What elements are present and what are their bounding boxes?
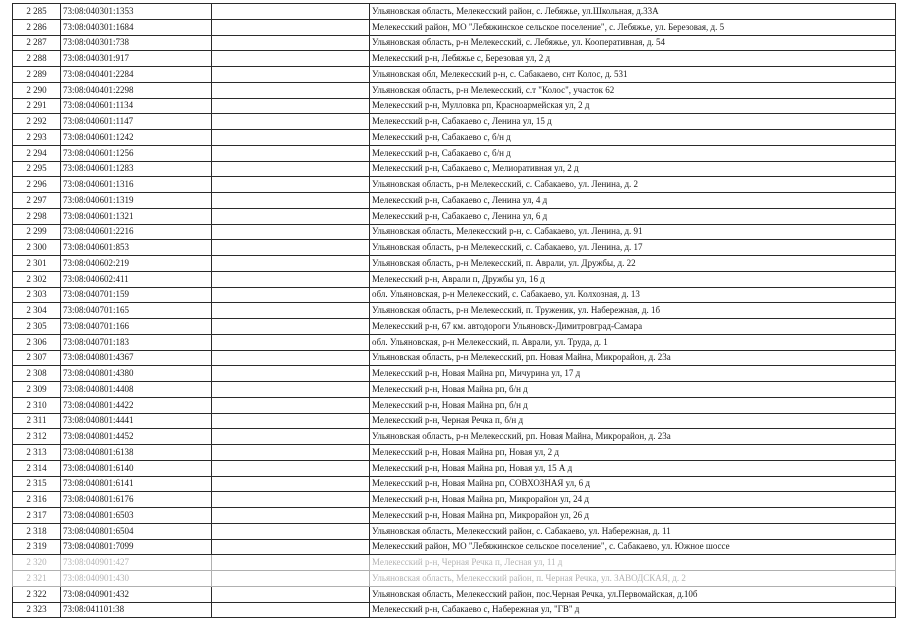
empty-cell	[212, 271, 370, 287]
cadastral-number-cell: 73:08:040801:6504	[61, 523, 212, 539]
empty-cell	[212, 366, 370, 382]
address-cell: Ульяновская область, Мелекесский район, п. Черная Речка, ул. ЗАВОДСКАЯ, д. 2	[370, 571, 896, 587]
cadastral-number-cell: 73:08:040801:6176	[61, 492, 212, 508]
row-number-cell: 2 315	[13, 476, 61, 492]
table-row	[13, 208, 896, 224]
address-cell: Ульяновская область, Мелекесский район, пос.Черная Речка, ул.Первомайская, д.10б	[370, 586, 896, 602]
table-row	[13, 193, 896, 209]
cadastral-number-cell: 73:08:040801:4422	[61, 397, 212, 413]
cadastral-number-cell: 73:08:040701:159	[61, 287, 212, 303]
empty-cell	[212, 460, 370, 476]
row-number-cell: 2 296	[13, 177, 61, 193]
row-number-cell: 2 285	[13, 4, 61, 20]
cadastral-number-cell: 73:08:040301:917	[61, 51, 212, 67]
table-row	[13, 67, 896, 83]
row-number-cell: 2 317	[13, 508, 61, 524]
address-cell: Мелекесский р-н, Сабакаево с, Ленина ул, 15 д	[370, 114, 896, 130]
empty-cell	[212, 555, 370, 571]
empty-cell	[212, 67, 370, 83]
row-number-cell: 2 306	[13, 334, 61, 350]
cadastral-number-cell: 73:08:040601:2216	[61, 224, 212, 240]
cadastral-number-cell: 73:08:040701:183	[61, 334, 212, 350]
row-number-cell: 2 307	[13, 350, 61, 366]
address-cell: Мелекесский р-н, Новая Майна рп, б/н д	[370, 382, 896, 398]
row-number-cell: 2 316	[13, 492, 61, 508]
empty-cell	[212, 334, 370, 350]
address-cell: Ульяновская обл, Мелекесский р-н, с. Сабакаево, снт Колос, д. 531	[370, 67, 896, 83]
register-page	[12, 3, 895, 618]
address-cell: Мелекесский р-н, Сабакаево с, Мелиоративная ул, 2 д	[370, 161, 896, 177]
table-row	[13, 523, 896, 539]
row-number-cell: 2 309	[13, 382, 61, 398]
cadastral-number-cell: 73:08:040801:4441	[61, 413, 212, 429]
address-cell: Мелекесский р-н, Новая Майна рп, Микрорайон ул, 24 д	[370, 492, 896, 508]
cadastral-number-cell: 73:08:040901:430	[61, 571, 212, 587]
address-cell: Мелекесский р-н, Новая Майна рп, Микрорайон ул, 26 д	[370, 508, 896, 524]
empty-cell	[212, 98, 370, 114]
empty-cell	[212, 130, 370, 146]
empty-cell	[212, 224, 370, 240]
table-row	[13, 177, 896, 193]
empty-cell	[212, 523, 370, 539]
row-number-cell: 2 303	[13, 287, 61, 303]
empty-cell	[212, 4, 370, 20]
empty-cell	[212, 19, 370, 35]
address-cell: Мелекесский р-н, Черная Речка п, б/н д	[370, 413, 896, 429]
table-row	[13, 350, 896, 366]
address-cell: Ульяновская область, р-н Мелекесский, с. Лебяжье, ул. Кооперативная, д. 54	[370, 35, 896, 51]
table-row	[13, 508, 896, 524]
row-number-cell: 2 313	[13, 445, 61, 461]
row-number-cell: 2 310	[13, 397, 61, 413]
empty-cell	[212, 445, 370, 461]
row-number-cell: 2 300	[13, 240, 61, 256]
cadastral-number-cell: 73:08:040401:2298	[61, 82, 212, 98]
address-cell: Ульяновская область, р-н Мелекесский, с.т "Колос", участок 62	[370, 82, 896, 98]
empty-cell	[212, 602, 370, 618]
table-row	[13, 460, 896, 476]
row-number-cell: 2 320	[13, 555, 61, 571]
table-row	[13, 539, 896, 555]
address-cell: обл. Ульяновская, р-н Мелекесский, с. Сабакаево, ул. Колхозная, д. 13	[370, 287, 896, 303]
table-row	[13, 476, 896, 492]
empty-cell	[212, 177, 370, 193]
table-row	[13, 114, 896, 130]
row-number-cell: 2 298	[13, 208, 61, 224]
cadastral-number-cell: 73:08:040301:738	[61, 35, 212, 51]
row-number-cell: 2 289	[13, 67, 61, 83]
row-number-cell: 2 291	[13, 98, 61, 114]
row-number-cell: 2 322	[13, 586, 61, 602]
table-row	[13, 82, 896, 98]
cadastral-number-cell: 73:08:040801:4452	[61, 429, 212, 445]
row-number-cell: 2 308	[13, 366, 61, 382]
empty-cell	[212, 508, 370, 524]
address-cell: Мелекесский р-н, Аврали п, Дружбы ул, 16 д	[370, 271, 896, 287]
cadastral-number-cell: 73:08:040801:6140	[61, 460, 212, 476]
empty-cell	[212, 429, 370, 445]
table-row	[13, 224, 896, 240]
empty-cell	[212, 319, 370, 335]
row-number-cell: 2 295	[13, 161, 61, 177]
table-row	[13, 555, 896, 571]
address-cell: Ульяновская область, р-н Мелекесский, с. Сабакаево, ул. Ленина, д. 2	[370, 177, 896, 193]
table-row	[13, 334, 896, 350]
cadastral-number-cell: 73:08:040801:4367	[61, 350, 212, 366]
row-number-cell: 2 311	[13, 413, 61, 429]
table-row	[13, 602, 896, 618]
cadastral-number-cell: 73:08:040801:6138	[61, 445, 212, 461]
address-cell: Мелекесский р-н, Новая Майна рп, б/н д	[370, 397, 896, 413]
table-row	[13, 319, 896, 335]
empty-cell	[212, 145, 370, 161]
address-cell: Мелекесский район, МО "Лебяжинское сельское поселение", с. Лебяжье, ул. Березовая, д. 5	[370, 19, 896, 35]
empty-cell	[212, 240, 370, 256]
table-row	[13, 240, 896, 256]
cadastral-number-cell: 73:08:040901:427	[61, 555, 212, 571]
table-row	[13, 366, 896, 382]
address-cell: Ульяновская область, р-н Мелекесский, п. Труженик, ул. Набережная, д. 1б	[370, 303, 896, 319]
row-number-cell: 2 286	[13, 19, 61, 35]
table-row	[13, 287, 896, 303]
table-row	[13, 429, 896, 445]
empty-cell	[212, 193, 370, 209]
empty-cell	[212, 539, 370, 555]
cadastral-number-cell: 73:08:041101:38	[61, 602, 212, 618]
row-number-cell: 2 304	[13, 303, 61, 319]
cadastral-number-cell: 73:08:040901:432	[61, 586, 212, 602]
address-cell: Ульяновская область, р-н Мелекесский, рп. Новая Майна, Микрорайон, д. 23а	[370, 350, 896, 366]
empty-cell	[212, 51, 370, 67]
cadastral-number-cell: 73:08:040601:1242	[61, 130, 212, 146]
property-register-table	[12, 3, 896, 618]
table-row	[13, 413, 896, 429]
cadastral-number-cell: 73:08:040601:1321	[61, 208, 212, 224]
address-cell: Мелекесский р-н, 67 км. автодороги Ульяновск-Димитровград-Самара	[370, 319, 896, 335]
address-cell: Ульяновская область, р-н Мелекесский, рп. Новая Майна, Микрорайон, д. 23а	[370, 429, 896, 445]
empty-cell	[212, 382, 370, 398]
row-number-cell: 2 302	[13, 271, 61, 287]
table-row	[13, 256, 896, 272]
cadastral-number-cell: 73:08:040701:166	[61, 319, 212, 335]
address-cell: Мелекесский р-н, Черная Речка п, Лесная ул, 11 д	[370, 555, 896, 571]
address-cell: Мелекесский р-н, Сабакаево с, б/н д	[370, 130, 896, 146]
cadastral-number-cell: 73:08:040701:165	[61, 303, 212, 319]
empty-cell	[212, 586, 370, 602]
address-cell: Мелекесский р-н, Новая Майна рп, Мичурина ул, 17 д	[370, 366, 896, 382]
table-row	[13, 492, 896, 508]
row-number-cell: 2 318	[13, 523, 61, 539]
row-number-cell: 2 297	[13, 193, 61, 209]
row-number-cell: 2 294	[13, 145, 61, 161]
table-row	[13, 445, 896, 461]
empty-cell	[212, 114, 370, 130]
cadastral-number-cell: 73:08:040401:2284	[61, 67, 212, 83]
table-row	[13, 51, 896, 67]
cadastral-number-cell: 73:08:040601:1134	[61, 98, 212, 114]
cadastral-number-cell: 73:08:040801:6503	[61, 508, 212, 524]
cadastral-number-cell: 73:08:040602:219	[61, 256, 212, 272]
address-cell: Мелекесский р-н, Новая Майна рп, Новая ул, 15 А д	[370, 460, 896, 476]
empty-cell	[212, 571, 370, 587]
empty-cell	[212, 350, 370, 366]
cadastral-number-cell: 73:08:040601:1256	[61, 145, 212, 161]
address-cell: Мелекесский р-н, Сабакаево с, б/н д	[370, 145, 896, 161]
row-number-cell: 2 288	[13, 51, 61, 67]
cadastral-number-cell: 73:08:040801:4408	[61, 382, 212, 398]
table-row	[13, 303, 896, 319]
address-cell: обл. Ульяновская, р-н Мелекесский, п. Аврали, ул. Труда, д. 1	[370, 334, 896, 350]
cadastral-number-cell: 73:08:040801:6141	[61, 476, 212, 492]
cadastral-number-cell: 73:08:040801:7099	[61, 539, 212, 555]
row-number-cell: 2 292	[13, 114, 61, 130]
address-cell: Мелекесский район, МО "Лебяжинское сельское поселение", с. Сабакаево, ул. Южное шоссе	[370, 539, 896, 555]
empty-cell	[212, 492, 370, 508]
row-number-cell: 2 287	[13, 35, 61, 51]
row-number-cell: 2 305	[13, 319, 61, 335]
empty-cell	[212, 82, 370, 98]
address-cell: Мелекесский р-н, Лебяжье с, Березовая ул, 2 д	[370, 51, 896, 67]
address-cell: Мелекесский р-н, Мулловка рп, Красноармейская ул, 2 д	[370, 98, 896, 114]
table-row	[13, 271, 896, 287]
table-row	[13, 586, 896, 602]
table-row	[13, 4, 896, 20]
empty-cell	[212, 397, 370, 413]
cadastral-number-cell: 73:08:040601:1316	[61, 177, 212, 193]
table-row	[13, 35, 896, 51]
empty-cell	[212, 35, 370, 51]
row-number-cell: 2 301	[13, 256, 61, 272]
table-row	[13, 397, 896, 413]
empty-cell	[212, 256, 370, 272]
cadastral-number-cell: 73:08:040601:1283	[61, 161, 212, 177]
table-row	[13, 130, 896, 146]
row-number-cell: 2 290	[13, 82, 61, 98]
table-row	[13, 19, 896, 35]
empty-cell	[212, 161, 370, 177]
cadastral-number-cell: 73:08:040601:1147	[61, 114, 212, 130]
register-rows	[13, 4, 896, 618]
row-number-cell: 2 321	[13, 571, 61, 587]
cadastral-number-cell: 73:08:040301:1353	[61, 4, 212, 20]
table-row	[13, 145, 896, 161]
row-number-cell: 2 299	[13, 224, 61, 240]
row-number-cell: 2 323	[13, 602, 61, 618]
address-cell: Ульяновская область, Мелекесский район, с. Сабакаево, ул. Набережная, д. 11	[370, 523, 896, 539]
table-row	[13, 571, 896, 587]
table-row	[13, 161, 896, 177]
cadastral-number-cell: 73:08:040301:1684	[61, 19, 212, 35]
address-cell: Мелекесский р-н, Новая Майна рп, Новая ул, 2 д	[370, 445, 896, 461]
address-cell: Мелекесский р-н, Сабакаево с, Набережная ул, "ГВ" д	[370, 602, 896, 618]
cadastral-number-cell: 73:08:040602:411	[61, 271, 212, 287]
address-cell: Ульяновская область, Мелекесский р-н, с. Сабакаево, ул. Ленина, д. 91	[370, 224, 896, 240]
empty-cell	[212, 287, 370, 303]
empty-cell	[212, 208, 370, 224]
row-number-cell: 2 293	[13, 130, 61, 146]
address-cell: Ульяновская область, р-н Мелекесский, п. Аврали, ул. Дружбы, д. 22	[370, 256, 896, 272]
address-cell: Мелекесский р-н, Сабакаево с, Ленина ул, 4 д	[370, 193, 896, 209]
row-number-cell: 2 314	[13, 460, 61, 476]
empty-cell	[212, 413, 370, 429]
empty-cell	[212, 476, 370, 492]
address-cell: Мелекесский р-н, Новая Майна рп, СОВХОЗНАЯ ул, 6 д	[370, 476, 896, 492]
row-number-cell: 2 319	[13, 539, 61, 555]
address-cell: Ульяновская область, р-н Мелекесский, с. Сабакаево, ул. Ленина, д. 17	[370, 240, 896, 256]
cadastral-number-cell: 73:08:040801:4380	[61, 366, 212, 382]
cadastral-number-cell: 73:08:040601:853	[61, 240, 212, 256]
row-number-cell: 2 312	[13, 429, 61, 445]
cadastral-number-cell: 73:08:040601:1319	[61, 193, 212, 209]
empty-cell	[212, 303, 370, 319]
address-cell: Мелекесский р-н, Сабакаево с, Ленина ул, 6 д	[370, 208, 896, 224]
table-row	[13, 98, 896, 114]
table-row	[13, 382, 896, 398]
address-cell: Ульяновская область, Мелекесский район, с. Лебяжье, ул.Школьная, д.33А	[370, 4, 896, 20]
